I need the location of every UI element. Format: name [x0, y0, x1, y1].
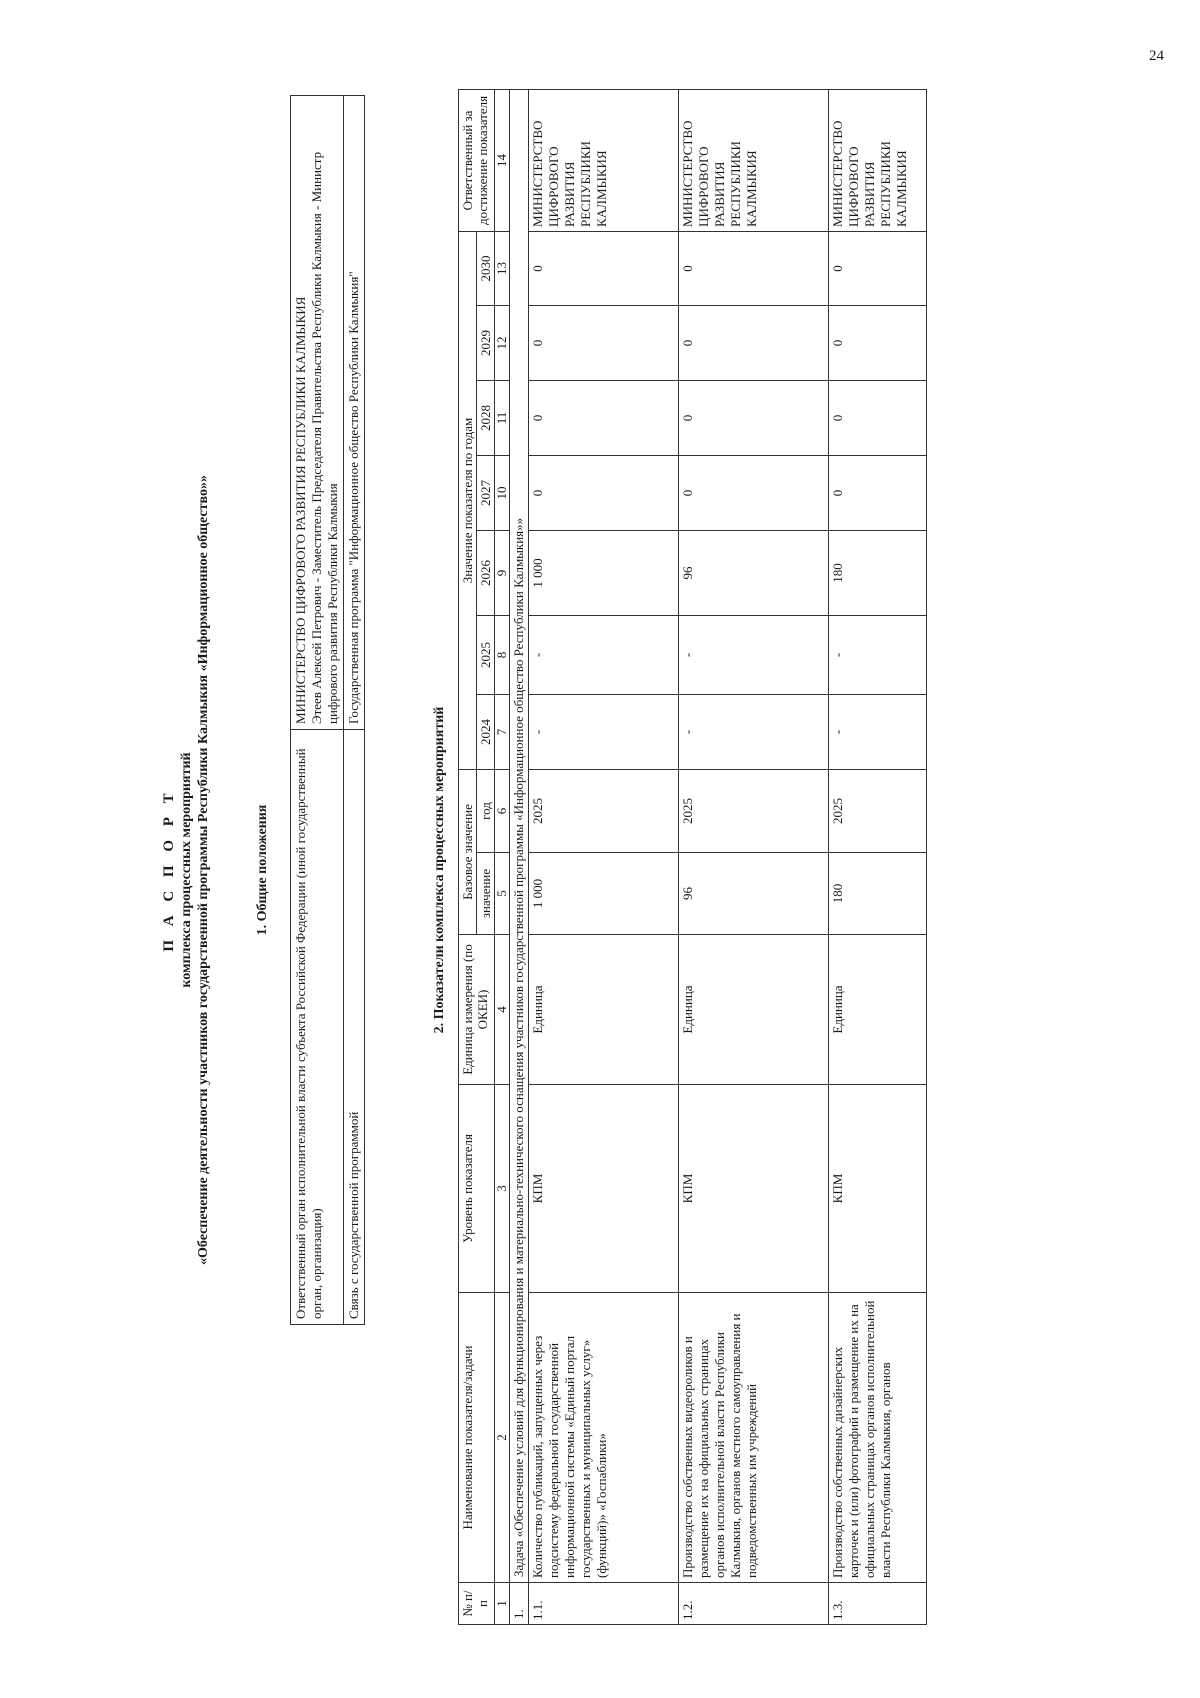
responsible-organization: МИНИСТЕРСТВО ЦИФРОВОГО РАЗВИТИЯ РЕСПУБЛИКИ КАЛМЫКИЯ: [293, 296, 308, 724]
row-value-2026: 1 000: [529, 530, 679, 615]
responsible-person: Этеев Алексей Петрович - Заместитель Председателя Правительства Республики Калмыкия - Министр цифрового развития Республики Калмыкия: [309, 151, 340, 724]
row-unit: Единица: [679, 935, 829, 1085]
column-number: 14: [495, 89, 510, 231]
row-base-year: 2025: [679, 769, 829, 852]
column-number: 11: [495, 380, 510, 455]
table-row: [679, 89, 829, 1624]
row-value-2030: 0: [529, 231, 679, 305]
row-value-2030: 0: [679, 231, 829, 305]
row-unit: Единица: [529, 935, 679, 1085]
row-value-2029: 0: [529, 305, 679, 380]
column-number: 2: [495, 1293, 510, 1583]
row-num: 1.1.: [529, 1583, 679, 1625]
column-number: 3: [495, 1085, 510, 1293]
header-row-1: [459, 89, 477, 1624]
task-row: [510, 89, 529, 1624]
row-name: Производство собственных дизайнерских карточек и (или) фотографий и размещение их на официальных страницах органов исполнительной власти Республики Калмыкия, органов: [829, 1293, 927, 1583]
section-1-heading: 1. Общие положения: [255, 804, 270, 936]
row-responsible: МИНИСТЕРСТВО ЦИФРОВОГО РАЗВИТИЯ РЕСПУБЛИКИ КАЛМЫКИЯ: [829, 89, 927, 231]
header-base-year: год: [477, 769, 495, 852]
row-value-2026: 96: [679, 530, 829, 615]
row-value-2028: 0: [829, 380, 927, 455]
row-base-value: 180: [829, 853, 927, 935]
header-year-2024: 2024: [477, 694, 495, 769]
document-subtitle-2: «Обеспечение деятельности участников государственной программы Республики Калмыкия «Информационное общество»»: [196, 475, 211, 1266]
header-name: Наименование показателя/задачи: [459, 1293, 495, 1583]
task-text: Задача «Обеспечение условий для функционирования и материально-технического оснащения участников государственной программы «Информационное общество Республики Калмыкия»»: [510, 89, 529, 1582]
column-number: 13: [495, 231, 510, 305]
row-value-2025: -: [679, 615, 829, 694]
row-value-2028: 0: [529, 380, 679, 455]
header-year-2029: 2029: [477, 305, 495, 380]
column-number: 7: [495, 694, 510, 769]
header-level: Уровень показателя: [459, 1085, 495, 1293]
row-num: 1.3.: [829, 1583, 927, 1625]
column-number: 5: [495, 853, 510, 935]
header-base: Базовое значение: [459, 769, 477, 934]
column-number: 8: [495, 615, 510, 694]
row-value-2027: 0: [829, 455, 927, 530]
column-number: 12: [495, 305, 510, 380]
passport-title-block: [160, 75, 212, 1665]
row-value-2028: 0: [679, 380, 829, 455]
row-base-value: 1 000: [529, 853, 679, 935]
general-label-program-link: Связь с государственной программой: [344, 730, 365, 1325]
general-row-responsible: [291, 96, 344, 1325]
general-value-program-link: Государственная программа "Информационное общество Республики Калмыкия": [344, 96, 365, 730]
row-value-2025: -: [529, 615, 679, 694]
row-name: Количество публикаций, запущенных через подсистему федеральной государственной информационной системы «Единый портал государственных и муниципальных услуг» (функций)» «Госпаблики»: [529, 1293, 679, 1583]
column-number: 10: [495, 455, 510, 530]
header-year-2025: 2025: [477, 615, 495, 694]
header-year-2027: 2027: [477, 455, 495, 530]
header-num: № п/п: [459, 1583, 495, 1625]
row-value-2024: -: [529, 694, 679, 769]
general-label-responsible: Ответственный орган исполнительной власти субъекта Российской Федерации (иной государственный орган, организация): [291, 730, 344, 1325]
section-2-heading: 2. Показатели комплекса процессных мероприятий: [432, 706, 447, 1034]
row-name: Производство собственных видеороликов и размещение их на официальных страницах органов исполнительной власти Республики Калмыкия, органов местного самоуправления и подведомственных им учреждений: [679, 1293, 829, 1583]
row-responsible: МИНИСТЕРСТВО ЦИФРОВОГО РАЗВИТИЯ РЕСПУБЛИКИ КАЛМЫКИЯ: [529, 89, 679, 231]
row-base-year: 2025: [829, 769, 927, 852]
column-numbers-row: [495, 89, 510, 1624]
column-number: 6: [495, 769, 510, 852]
row-base-value: 96: [679, 853, 829, 935]
column-number: 9: [495, 530, 510, 615]
row-value-2026: 180: [829, 530, 927, 615]
header-by-years: Значение показателя по годам: [459, 231, 477, 769]
row-base-year: 2025: [529, 769, 679, 852]
page-number: 24: [1149, 48, 1164, 64]
header-responsible: Ответственный за достижение показателя: [459, 89, 495, 231]
row-value-2029: 0: [829, 305, 927, 380]
row-value-2029: 0: [679, 305, 829, 380]
row-unit: Единица: [829, 935, 927, 1085]
indicators-table: [458, 89, 927, 1625]
general-row-program-link: [344, 96, 365, 1325]
row-value-2024: -: [829, 694, 927, 769]
row-value-2030: 0: [829, 231, 927, 305]
row-num: 1.2.: [679, 1583, 829, 1625]
header-unit: Единица измерения (по ОКЕИ): [459, 935, 495, 1085]
row-value-2025: -: [829, 615, 927, 694]
task-num: 1.: [510, 1583, 529, 1625]
row-level: КПМ: [829, 1085, 927, 1293]
row-value-2027: 0: [529, 455, 679, 530]
row-level: КПМ: [529, 1085, 679, 1293]
table-row: [529, 89, 679, 1624]
column-number: 4: [495, 935, 510, 1085]
row-value-2024: -: [679, 694, 829, 769]
table-row: [829, 89, 927, 1624]
document-title: П А С П О Р Т: [161, 788, 177, 952]
document-subtitle-1: комплекса процессных мероприятий: [179, 752, 194, 988]
header-year-2028: 2028: [477, 380, 495, 455]
general-value-responsible: [291, 96, 344, 730]
general-provisions-table: [290, 95, 365, 1325]
rotated-page-content: [50, 75, 1150, 1665]
row-responsible: МИНИСТЕРСТВО ЦИФРОВОГО РАЗВИТИЯ РЕСПУБЛИКИ КАЛМЫКИЯ: [679, 89, 829, 231]
column-number: 1: [495, 1583, 510, 1625]
header-year-2026: 2026: [477, 530, 495, 615]
row-value-2027: 0: [679, 455, 829, 530]
header-base-value: значение: [477, 853, 495, 935]
header-year-2030: 2030: [477, 231, 495, 305]
row-level: КПМ: [679, 1085, 829, 1293]
